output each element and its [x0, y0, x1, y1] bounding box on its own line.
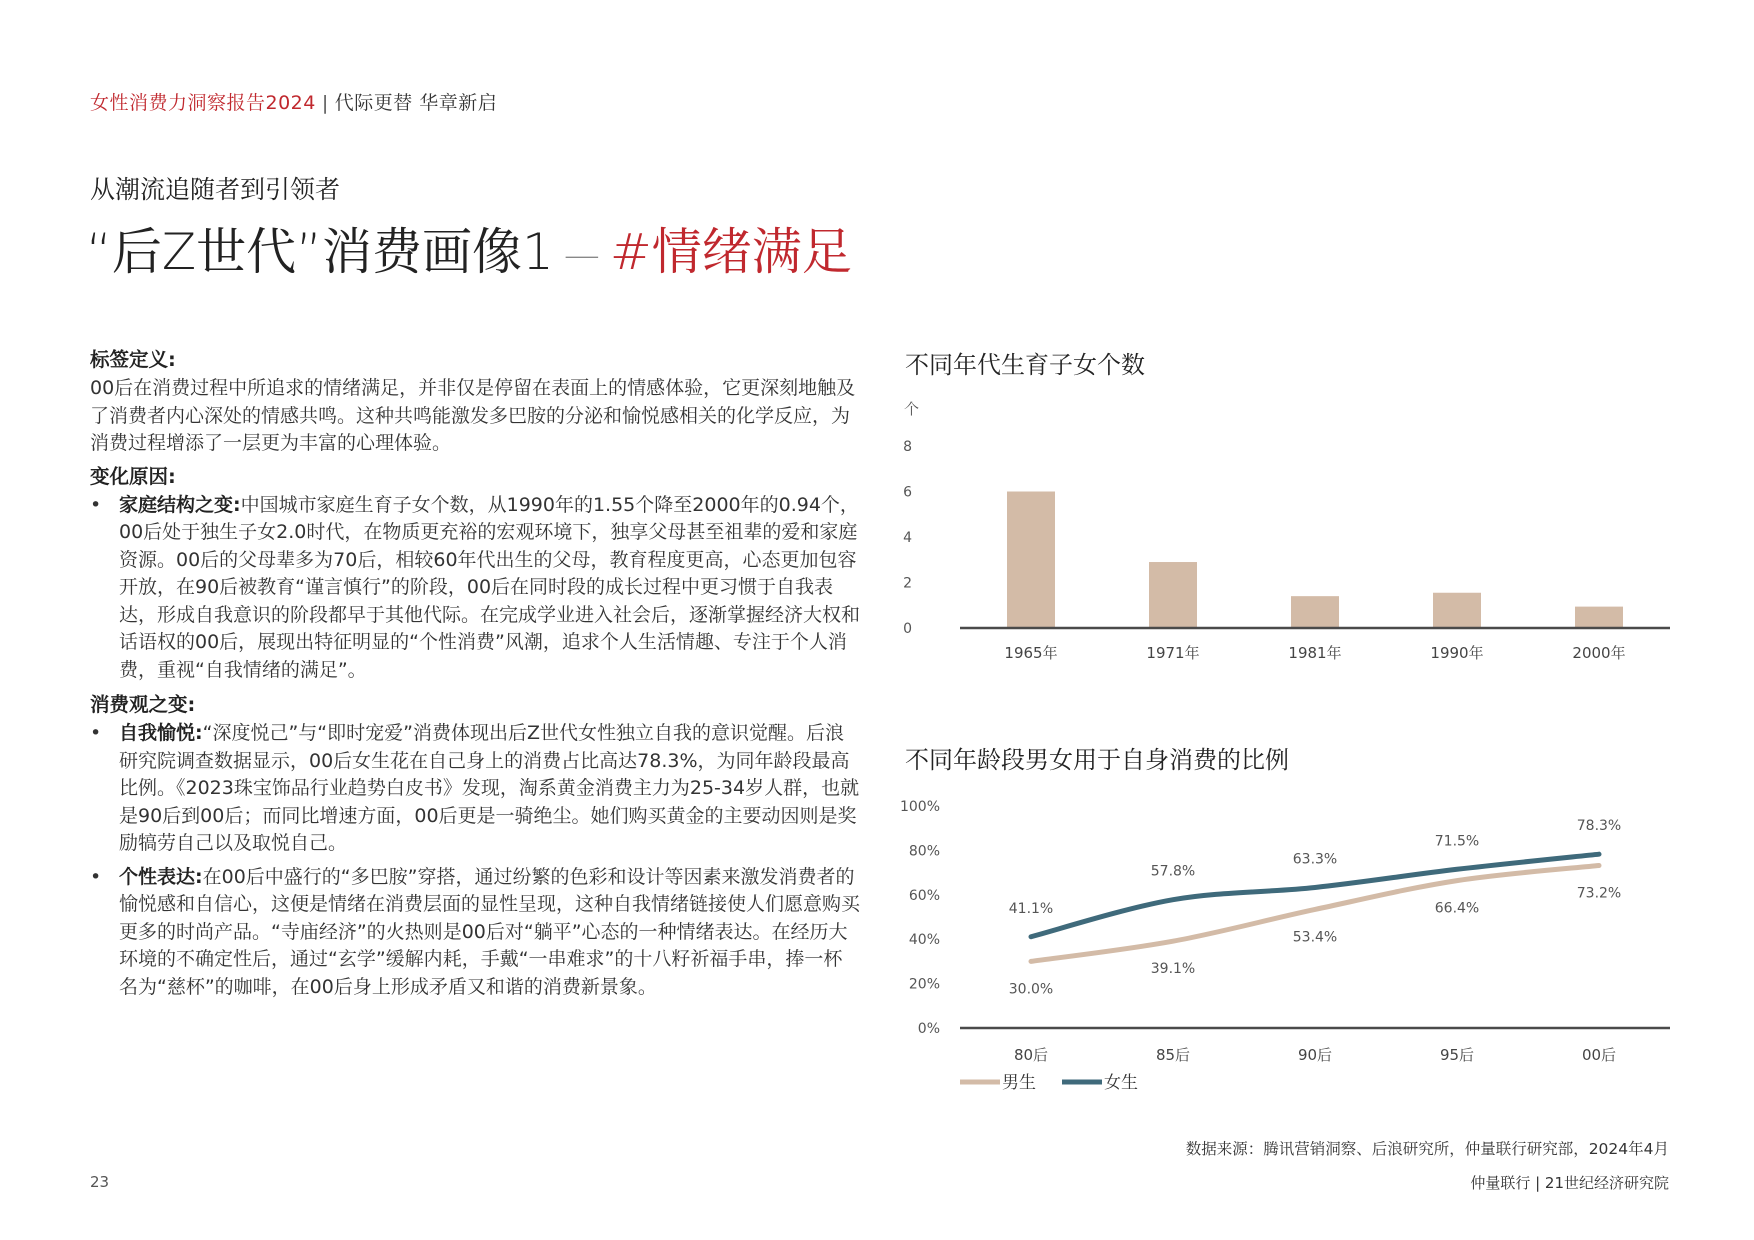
- x-tick-label: 1981年: [1288, 644, 1342, 662]
- data-label: 78.3%: [1576, 818, 1622, 835]
- x-tick-label: 00后: [1581, 1046, 1617, 1064]
- x-tick-label: 90后: [1297, 1046, 1333, 1064]
- bullet-text: 中国城市家庭生育子女个数，从1990年的1.55个降至2000年的0.94个，00后处于独生子女2.0时代，在物质更充裕的宏观环境下，独享父母甚至祖辈的爱和家庭资源。00后的父母辈多为70后，相较60年代出生的父母，教育程度更高，心态更加包容开放，在90后被教育“谨言慎行”的阶段，00后在同时段的成长过程中更习惯于自我表达，形成自我意识的阶段都早于其他代际。在完成学业进入社会后，逐渐掌握经济大权和话语权的00后，展现出特征明显的“个性消费”风潮，追求个人生活情趣、专注于个人消费，重视“自我情绪的满足”。: [119, 493, 861, 681]
- y-tick-label: 80%: [908, 843, 940, 860]
- data-label: 63.3%: [1292, 851, 1338, 868]
- y-tick-label: 100%: [899, 799, 940, 815]
- data-label: 39.1%: [1150, 961, 1196, 978]
- bar: [1575, 607, 1623, 628]
- bullet-family-structure: [90, 492, 860, 685]
- y-tick-label: 0%: [917, 1021, 940, 1037]
- title-tag: #情绪满足: [609, 223, 852, 281]
- report-header: [90, 88, 497, 115]
- bullet-text: 在00后中盛行的“多巴胺”穿搭，通过纷繁的色彩和设计等因素来激发消费者的愉悦感和自信心，这便是情绪在消费层面的显性呈现，这种自我情绪链接使人们愿意购买更多的时尚产品。“寺庙经济”的火热则是00后对“躺平”心态的一种情绪表达。在经历大环境的不确定性后，通过“玄学”缓解内耗，手戴“一串难求”的十八籽祈福手串，捧一杯名为“慈杯”的咖啡，在00后身上形成矛盾又和谐的消费新景象。: [119, 865, 861, 998]
- bullet-label: 个性表达:: [119, 865, 203, 888]
- y-unit-label: 个: [904, 400, 920, 418]
- bar: [1433, 593, 1481, 628]
- bar-chart-title: 不同年代生育子女个数: [905, 351, 1145, 379]
- page-number: 23: [90, 1173, 110, 1191]
- reason-heading: 变化原因:: [90, 464, 176, 488]
- bullet-self-pleasure: [90, 720, 860, 858]
- title-dash: —: [563, 235, 600, 276]
- definition-text: 00后在消费过程中所追求的情绪满足，并非仅是停留在表面上的情感体验，它更深刻地触及了消费者内心深处的情感共鸣。这种共鸣能激发多巴胺的分泌和愉悦感相关的化学反应，为消费过程增添了一层更为丰富的心理体验。: [90, 377, 856, 454]
- data-label: 66.4%: [1434, 900, 1480, 917]
- line-chart: [890, 790, 1680, 1110]
- report-theme: 代际更替 华章新启: [334, 92, 498, 114]
- line-chart-title: 不同年龄段男女用于自身消费的比例: [905, 746, 1289, 774]
- x-tick-label: 1965年: [1004, 644, 1058, 662]
- data-source: 数据来源：腾讯营销洞察、后浪研究所，仲量联行研究部，2024年4月: [1185, 1140, 1669, 1158]
- consumption-heading: 消费观之变:: [90, 693, 196, 716]
- bar-chart: [890, 390, 1680, 680]
- header-separator: |: [321, 92, 329, 114]
- x-tick-label: 85后: [1155, 1046, 1191, 1064]
- legend-label: 男生: [1002, 1073, 1036, 1093]
- legend-label: 女生: [1104, 1073, 1138, 1093]
- title-main: “后Z世代”消费画像1: [86, 223, 554, 281]
- data-label: 30.0%: [1008, 981, 1054, 998]
- y-tick-label: 60%: [908, 887, 940, 904]
- body-text: [90, 345, 860, 1007]
- y-tick-label: 20%: [908, 976, 940, 993]
- y-tick-label: 40%: [908, 932, 940, 949]
- y-tick-label: 4: [903, 530, 912, 546]
- page-title: [86, 212, 852, 284]
- x-tick-label: 2000年: [1572, 644, 1626, 662]
- y-tick-label: 2: [903, 575, 912, 592]
- page-footer: 仲量联行 | 21世纪经济研究院: [1470, 1174, 1669, 1192]
- x-tick-label: 80后: [1013, 1046, 1049, 1064]
- bullet-personal-expression: [90, 864, 860, 1002]
- bullet-text: “深度悦己”与“即时宠爱”消费体现出后Z世代女性独立自我的意识觉醒。后浪研究院调查数据显示，00后女生花在自己身上的消费占比高达78.3%，为同年龄段最高比例。《2023珠宝饰品行业趋势白皮书》发现，淘系黄金消费主力为25-34岁人群，也就是90后到00后；而同比增速方面，00后更是一骑绝尘。她们购买黄金的主要动因则是奖励犒劳自己以及取悦自己。: [119, 722, 860, 854]
- x-tick-label: 95后: [1439, 1046, 1475, 1064]
- bullet-label: 家庭结构之变:: [119, 493, 241, 516]
- x-tick-label: 1971年: [1146, 644, 1200, 662]
- bar: [1007, 492, 1055, 629]
- data-label: 41.1%: [1008, 900, 1054, 917]
- page-kicker: 从潮流追随者到引领者: [90, 175, 341, 204]
- x-tick-label: 1990年: [1430, 644, 1484, 662]
- data-label: 71.5%: [1434, 833, 1480, 850]
- data-label: 73.2%: [1576, 885, 1622, 902]
- definition-heading: 标签定义:: [90, 348, 176, 371]
- y-tick-label: 8: [903, 439, 912, 455]
- data-label: 57.8%: [1150, 863, 1196, 880]
- y-tick-label: 0: [903, 621, 912, 637]
- bar: [1291, 596, 1339, 628]
- report-title: 女性消费力洞察报告2024: [90, 92, 316, 114]
- bar: [1149, 562, 1197, 628]
- y-tick-label: 6: [903, 484, 912, 501]
- bullet-label: 自我愉悦:: [119, 722, 203, 744]
- data-label: 53.4%: [1292, 929, 1338, 946]
